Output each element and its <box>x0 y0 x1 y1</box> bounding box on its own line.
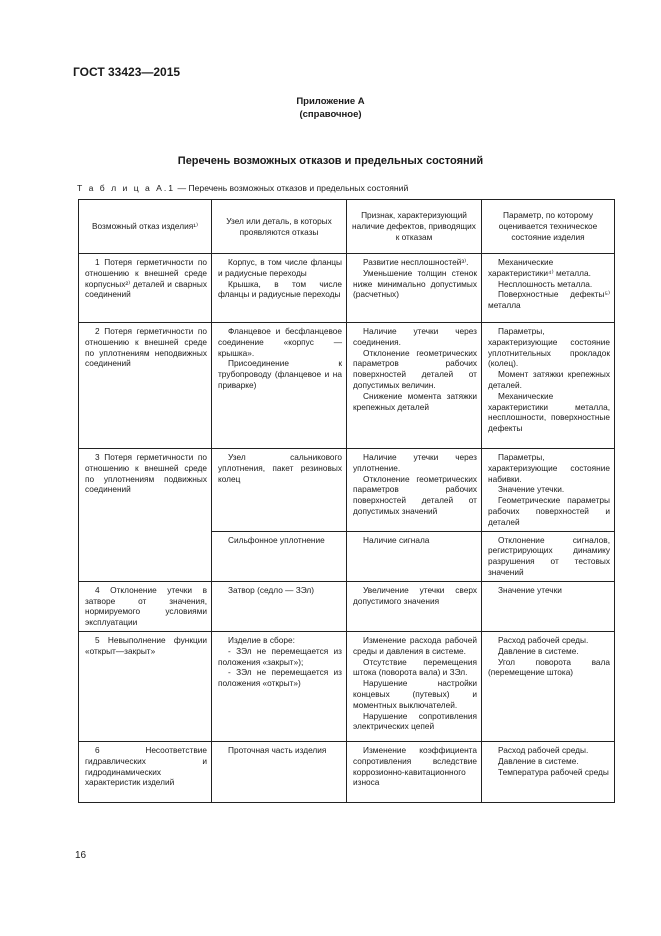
header-parameter: Параметр, по которому оценивается техническое состояние изделия <box>482 200 615 254</box>
table-row <box>79 254 615 323</box>
unit-cell <box>212 531 347 581</box>
cell-text: 5 Невыполнение функции «открыт—закрыт» <box>85 634 207 656</box>
cell-text: Значение утечки <box>498 584 562 595</box>
cell-text: Сильфонное уплотнение <box>228 534 325 545</box>
cell-text: Несплошность металла. <box>498 278 593 289</box>
cell-text: Нарушение настройки концевых (путевых) и моментных выключателей. <box>353 678 477 710</box>
failure-cell <box>79 631 212 741</box>
standard-header: ГОСТ 33423—2015 <box>73 65 181 79</box>
table-caption-text: — Перечень возможных отказов и предельных состояний <box>175 183 409 193</box>
parameter-cell <box>482 254 615 323</box>
failure-cell <box>79 254 212 323</box>
parameter-cell <box>482 631 615 741</box>
cell-text: Изменение коэффициента сопротивления вследствие коррозионно-кавитационного износа <box>353 744 477 788</box>
cell-text: Геометрические параметры рабочих поверхностей и деталей <box>488 495 610 527</box>
header-failure: Возможный отказ изделия¹⁾ <box>79 200 212 254</box>
cell-text: Наличие утечки через соединения. <box>353 326 477 347</box>
annex-type: (справочное) <box>299 109 362 120</box>
unit-cell <box>212 254 347 323</box>
cell-text: Отклонение геометрических параметров рабочих поверхностей деталей от допустимых значений <box>353 473 477 516</box>
cell-text: Уменьшение толщин стенок ниже минимально допустимых (расчетных) <box>353 267 477 300</box>
parameter-cell <box>482 323 615 449</box>
annex-title: Приложение А <box>296 96 365 107</box>
failure-cell <box>79 581 212 631</box>
sign-cell <box>347 741 482 802</box>
sign-cell <box>347 449 482 532</box>
cell-text: Узел сальникового уплотнения, пакет резиновых колец <box>218 452 342 484</box>
page-number: 16 <box>75 850 87 861</box>
sign-cell <box>347 531 482 581</box>
cell-text: - ЗЭл не перемещается из положения «закрыт»); <box>218 645 342 667</box>
cell-text: Отклонение сигналов, регистрирующих динамику разрушения от тестовых значений <box>488 534 610 577</box>
parameter-cell <box>482 581 615 631</box>
cell-text: Угол поворота вала (перемещение штока) <box>488 656 610 678</box>
cell-text: Изделие в сборе: <box>228 634 295 645</box>
cell-text: 3 Потеря герметичности по отношению к внешней среде по уплотнениям подвижных соединений <box>85 452 207 495</box>
cell-text: Затвор (седло — ЗЭл) <box>228 584 315 595</box>
failure-cell <box>79 323 212 449</box>
cell-text: Момент затяжки крепежных деталей. <box>488 369 610 390</box>
cell-text: Нарушение сопротивления электрических цепей <box>353 710 477 732</box>
cell-text: Расход рабочей среды. <box>498 634 589 645</box>
cell-text: Наличие сигнала <box>363 534 430 545</box>
cell-text: Давление в системе. <box>498 645 579 656</box>
cell-text: Присоединение к трубопроводу (фланцевое и на приварке) <box>218 358 342 390</box>
cell-text: Крышка, в том числе фланцы и радиусные переходы <box>218 278 342 300</box>
table-caption-label: Т а б л и ц а А.1 <box>77 183 176 193</box>
sign-cell <box>347 254 482 323</box>
cell-text: Фланцевое и бесфланцевое соединение «корпус — крышка». <box>218 326 342 358</box>
cell-text: Увеличение утечки сверх допустимого значения <box>353 584 477 606</box>
table-row <box>79 631 615 741</box>
unit-cell <box>212 741 347 802</box>
cell-text: 1 Потеря герметичности по отношению к внешней среде корпусных²⁾ деталей и сварных соединений <box>85 257 207 300</box>
annex-heading <box>0 95 661 121</box>
failure-cell <box>79 741 212 802</box>
cell-text: Давление в системе. <box>498 755 579 766</box>
failures-table <box>78 199 615 803</box>
sign-cell <box>347 581 482 631</box>
cell-text: Развитие несплошностей³⁾. <box>363 257 469 267</box>
parameter-cell <box>482 531 615 581</box>
cell-text: 6 Несоответствие гидравлических и гидродинамических характеристик изделий <box>85 744 207 788</box>
table-caption <box>77 183 408 193</box>
table-row <box>79 449 615 532</box>
cell-text: Снижение момента затяжки крепежных деталей <box>353 390 477 412</box>
cell-text: Расход рабочей среды. <box>498 744 589 755</box>
table-row <box>79 741 615 802</box>
cell-text: Температура рабочей среды <box>498 766 609 777</box>
unit-cell <box>212 449 347 532</box>
cell-text: Поверхностные дефекты⁵⁾ металла <box>488 289 610 311</box>
cell-text: Отклонение геометрических параметров рабочих поверхностей деталей от допустимых величин. <box>353 347 477 390</box>
header-unit: Узел или деталь, в которых проявляются отказы <box>212 200 347 254</box>
unit-cell <box>212 323 347 449</box>
table-row <box>79 581 615 631</box>
unit-cell <box>212 581 347 631</box>
cell-text: - ЗЭл не перемещается из положения «открыт») <box>218 667 342 689</box>
cell-text: Значение утечки. <box>498 484 565 495</box>
table-row <box>79 323 615 449</box>
cell-text: 4 Отклонение утечки в затворе от значения, нормируемого условиями эксплуатации <box>85 584 207 628</box>
cell-text: Наличие утечки через уплотнение. <box>353 452 477 473</box>
parameter-cell <box>482 741 615 802</box>
table-header-row <box>79 200 615 254</box>
sign-cell <box>347 323 482 449</box>
failure-cell <box>79 449 212 582</box>
cell-text: Механические характеристики металла, несплошности, поверхностные дефекты <box>488 390 610 434</box>
cell-text: Механические характеристики⁴⁾ металла. <box>488 257 591 278</box>
cell-text: Параметры, характеризующие состояние уплотнительных прокладок (колец). <box>488 326 610 369</box>
parameter-cell <box>482 449 615 532</box>
cell-text: Изменение расхода рабочей среды и давления в системе. <box>353 634 477 656</box>
cell-text: Корпус, в том числе фланцы и радиусные переходы <box>218 257 342 278</box>
document-title: Перечень возможных отказов и предельных состояний <box>177 155 484 167</box>
unit-cell <box>212 631 347 741</box>
cell-text: Проточная часть изделия <box>228 744 327 755</box>
cell-text: Отсутствие перемещения штока (поворота вала) и ЗЭл. <box>353 656 477 678</box>
header-sign: Признак, характеризующий наличие дефектов, приводящих к отказам <box>347 200 482 254</box>
cell-text: 2 Потеря герметичности по отношению к внешней среде по уплотнениям неподвижных соединений <box>85 326 207 369</box>
sign-cell <box>347 631 482 741</box>
cell-text: Параметры, характеризующие состояние набивки. <box>488 452 610 484</box>
